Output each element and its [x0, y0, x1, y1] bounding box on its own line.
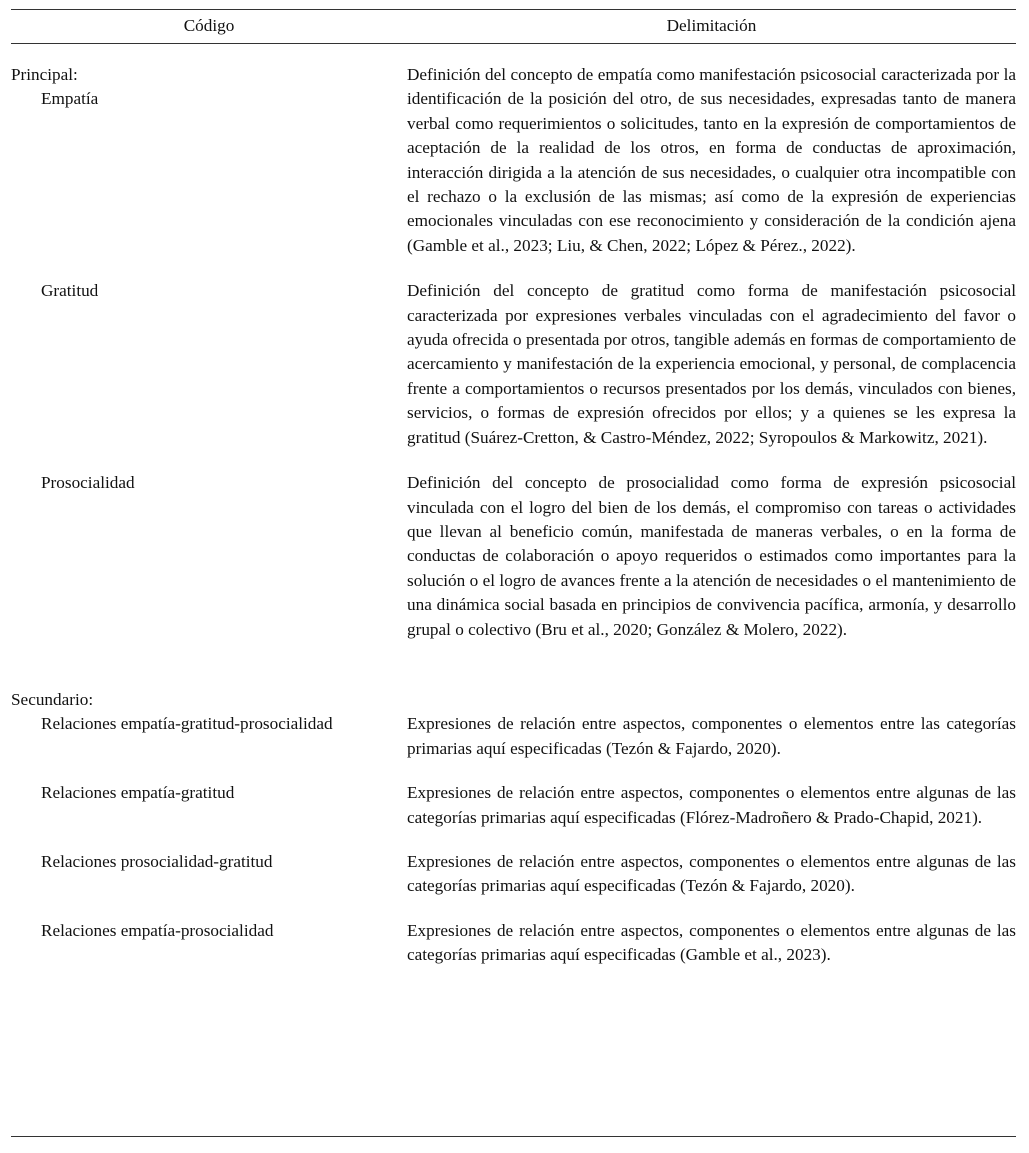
definition-gratitud: Definición del concepto de gratitud como forma de manifestación psicosocial caracterizada por expresiones verbales vinculadas con el agradecimiento del favor o ayuda ofrecida o presentada por otros, tangible además en formas de comportamiento de acercamiento y manifestación de la experiencia emocional, y personal, de complacencia frente a comportamientos o recursos presentados por los demás, vinculados con bienes, servicios, o formas de expresión ofrecidos por ellos; y a quienes se les expresa la gratitud (Suárez-Cretton, & Castro-Méndez, 2022; Syropoulos & Markowitz, 2021). [407, 281, 1016, 447]
table-bottom-rule [11, 1136, 1016, 1137]
code-label-relaciones-eg: Relaciones empatía-gratitud [41, 783, 235, 803]
table-row-relaciones-pg [11, 850, 1016, 899]
group-label-secundario: Secundario: [11, 689, 94, 709]
header-code: Código [183, 16, 235, 36]
code-label-relaciones-pg: Relaciones prosocialidad-gratitud [41, 851, 273, 871]
code-cell [11, 781, 407, 805]
code-cell [11, 471, 407, 495]
code-cell [11, 688, 407, 737]
definition-relaciones-pg: Expresiones de relación entre aspectos, componentes o elementos entre algunas de las categorías primarias aquí especificadas (Tezón & Fajardo, 2020). [407, 851, 1016, 896]
code-label-prosocialidad: Prosocialidad [41, 473, 135, 493]
code-cell [11, 279, 407, 303]
code-table [11, 9, 1016, 968]
table-row-relaciones-egp [11, 688, 1016, 761]
definition-text: Expresiones de relación entre aspectos, componentes o elementos entre las categorías primarias aquí especificadas (Tezón & Fajardo, 2020). [407, 714, 1016, 758]
code-cell [11, 850, 407, 874]
definition-prosocialidad: Definición del concepto de prosocialidad como forma de expresión psicosocial vinculada con el logro del bien de los demás, el compromiso con tareas o actividades que llevan al beneficio común, manifestada de maneras verbales, o en la forma de conductas de colaboración o apoyo requeridos o estimados como importantes para la solución o el logro de avances frente a la atención de necesidades o el mantenimiento de una dinámica social basada en principios de convivencia pacífica, armonía, y desarrollo grupal o colectivo (Bru et al., 2020; González & Molero, 2022). [407, 473, 1016, 639]
group-label-principal: Principal: [11, 65, 78, 84]
definition-relaciones-ep: Expresiones de relación entre aspectos, componentes o elementos entre algunas de las categorías primarias aquí especificadas (Gamble et al., 2023). [407, 920, 1016, 965]
definition-relaciones-egp [407, 688, 1016, 761]
code-label-relaciones-ep: Relaciones empatía-prosocialidad [41, 920, 274, 940]
table-row-relaciones-ep [11, 919, 1016, 968]
table-row-empatia [11, 63, 1016, 258]
table-row-relaciones-eg [11, 781, 1016, 830]
table-row-prosocialidad [11, 471, 1016, 642]
table-row-gratitud [11, 279, 1016, 450]
code-label-relaciones-egp: Relaciones empatía-gratitud-prosocialidad [41, 714, 333, 734]
definition-empatia: Definición del concepto de empatía como manifestación psicosocial caracterizada por la identificación de la posición del otro, de sus necesidades, expresadas tanto de manera verbal como requerimientos o solicitudes, tanto en la expresión de comportamientos de aceptación de la realidad de los otros, en forma de conductas de aproximación, interacción dirigida a la atención de sus necesidades, o cualquier otra incompatible con el rechazo o la exclusión de las mismas; así como de la expresión de experiencias emocionales vinculadas con ese reconocimiento y consideración de la condición ajena (Gamble et al., 2023; Liu, & Chen, 2022; López & Pérez., 2022). [407, 65, 1016, 255]
code-label-empatia: Empatía [41, 89, 99, 109]
table-header [11, 10, 1016, 44]
code-cell [11, 63, 407, 112]
header-definition: Delimitación [666, 16, 757, 36]
code-label-gratitud: Gratitud [41, 281, 99, 301]
definition-relaciones-eg: Expresiones de relación entre aspectos, componentes o elementos entre algunas de las categorías primarias aquí especificadas (Flórez-Madroñero & Prado-Chapid, 2021). [407, 783, 1016, 827]
code-cell [11, 919, 407, 943]
